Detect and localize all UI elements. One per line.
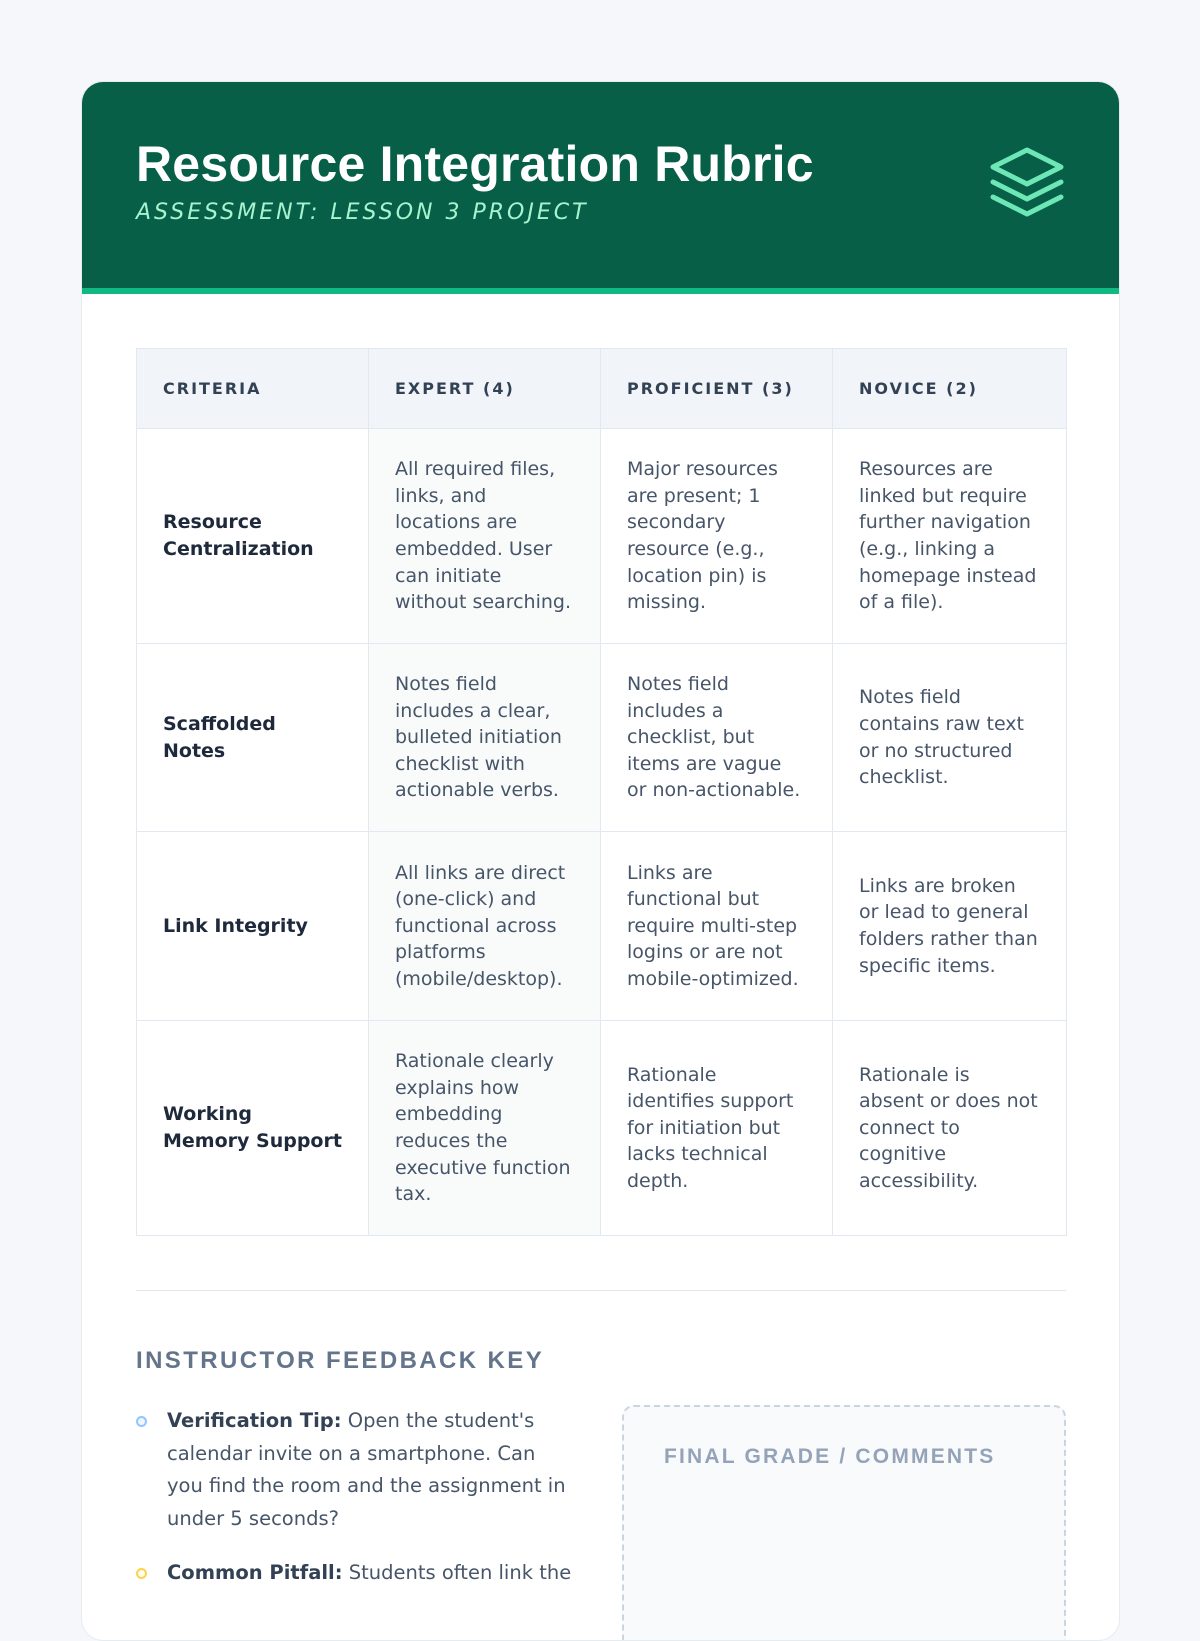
criteria-cell: Working Memory Support: [137, 1021, 369, 1236]
header-novice: NOVICE (2): [833, 349, 1067, 429]
header-proficient: PROFICIENT (3): [601, 349, 833, 429]
final-grade-label: FINAL GRADE / COMMENTS: [664, 1445, 996, 1468]
table-header-row: [137, 349, 1067, 429]
criteria-cell: Resource Centralization: [137, 429, 369, 644]
list-item: [136, 1557, 576, 1590]
proficient-cell: Rationale identifies support for initiation but lacks technical depth.: [601, 1021, 833, 1236]
info-bullet-icon: [136, 1416, 147, 1427]
rubric-card: [81, 81, 1120, 1641]
proficient-cell: Notes field includes a checklist, but items are vague or non-actionable.: [601, 644, 833, 832]
tip-label: Common Pitfall:: [167, 1561, 343, 1584]
page-title: Resource Integration Rubric: [136, 136, 814, 192]
rubric-table: [136, 348, 1067, 1236]
card-body: [82, 294, 1119, 1641]
feedback-section: [136, 1405, 1065, 1641]
feedback-tips: [136, 1405, 576, 1612]
criteria-cell: Link Integrity: [137, 832, 369, 1021]
novice-cell: Resources are linked but require further navigation (e.g., linking a homepage instead of a file).: [833, 429, 1067, 644]
expert-cell: Notes field includes a clear, bulleted initiation checklist with actionable verbs.: [369, 644, 601, 832]
feedback-title: INSTRUCTOR FEEDBACK KEY: [136, 1347, 545, 1374]
criteria-cell: Scaffolded Notes: [137, 644, 369, 832]
table-row: [137, 832, 1067, 1021]
expert-cell: Rationale clearly explains how embedding reduces the executive function tax.: [369, 1021, 601, 1236]
layers-icon: [987, 142, 1067, 222]
header-criteria: CRITERIA: [137, 349, 369, 429]
expert-cell: All links are direct (one-click) and functional across platforms (mobile/desktop).: [369, 832, 601, 1021]
proficient-cell: Links are functional but require multi-step logins or are not mobile-optimized.: [601, 832, 833, 1021]
header-band: [82, 82, 1119, 294]
table-row: [137, 1021, 1067, 1236]
tip-label: Verification Tip:: [167, 1409, 342, 1432]
proficient-cell: Major resources are present; 1 secondary resource (e.g., location pin) is missing.: [601, 429, 833, 644]
novice-cell: Links are broken or lead to general folders rather than specific items.: [833, 832, 1067, 1021]
tip-text: Open the student's calendar invite on a smartphone. Can you find the room and the assignment in under 5 seconds?: [167, 1409, 566, 1530]
expert-cell: All required files, links, and locations are embedded. User can initiate without searching.: [369, 429, 601, 644]
table-row: [137, 429, 1067, 644]
tip-text: Students often link the: [342, 1561, 572, 1584]
list-item: [136, 1405, 576, 1535]
novice-cell: Notes field contains raw text or no structured checklist.: [833, 644, 1067, 832]
final-grade-box[interactable]: [622, 1405, 1066, 1641]
novice-cell: Rationale is absent or does not connect to cognitive accessibility.: [833, 1021, 1067, 1236]
warning-bullet-icon: [136, 1568, 147, 1579]
section-divider: [136, 1290, 1066, 1291]
page-subtitle: ASSESSMENT: LESSON 3 PROJECT: [136, 200, 589, 225]
header-expert: EXPERT (4): [369, 349, 601, 429]
table-row: [137, 644, 1067, 832]
